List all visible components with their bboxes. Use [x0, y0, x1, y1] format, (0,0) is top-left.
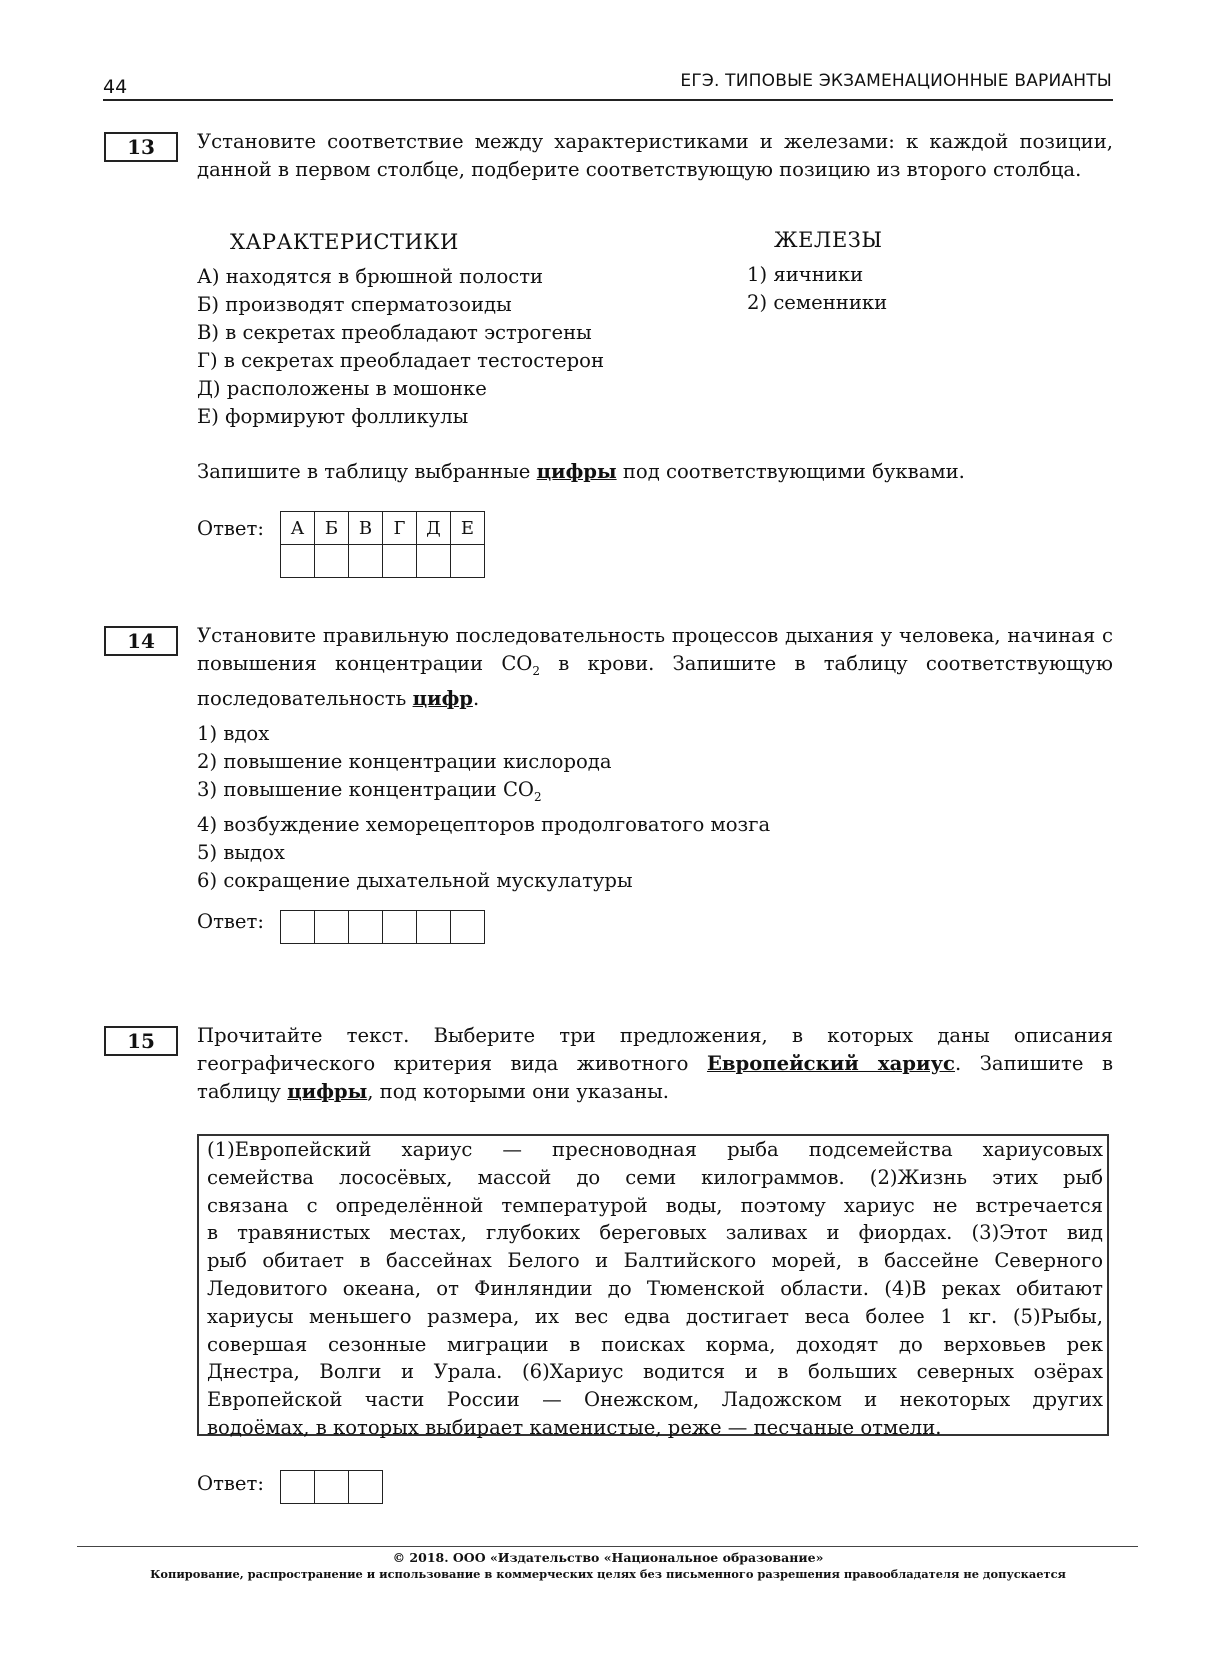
question-number-15: 15 — [104, 1026, 178, 1056]
answer-cell[interactable] — [349, 545, 383, 578]
answer-cell[interactable] — [349, 1471, 383, 1504]
passage-line: в травянистых местах, глубоких береговых заливах и фиордах. (3)Этот вид — [207, 1221, 1103, 1245]
passage-line: рыб обитает в бассейнах Белого и Балтийского морей, в бассейне Северного — [207, 1249, 1103, 1273]
list-item: 1) яичники — [747, 263, 864, 286]
list-item: Б) производят сперматозоиды — [197, 293, 512, 316]
list-item: 6) сокращение дыхательной мускулатуры — [197, 868, 633, 892]
page-number: 44 — [103, 76, 128, 98]
passage-line: хариусы меньшего размера, их вес едва достигает веса более 1 кг. (5)Рыбы, — [207, 1304, 1103, 1328]
q14-process-list — [197, 720, 770, 895]
passage-text — [207, 1136, 1103, 1442]
running-header: ЕГЭ. ТИПОВЫЕ ЭКЗАМЕНАЦИОННЫЕ ВАРИАНТЫ — [680, 71, 1112, 91]
q15-answer-label: Ответ: — [197, 1472, 264, 1495]
q13-characteristics-header: ХАРАКТЕРИСТИКИ — [230, 230, 459, 254]
passage-line: семейства лососёвых, массой до семи килограммов. (2)Жизнь этих рыб — [207, 1165, 1103, 1189]
list-item: 2) семенники — [747, 291, 888, 314]
answer-letter: Е — [451, 512, 485, 545]
answer-letter: Д — [417, 512, 451, 545]
answer-cell[interactable] — [281, 545, 315, 578]
q13-answer-table — [280, 511, 485, 578]
list-item: В) в секретах преобладают эстрогены — [197, 321, 592, 344]
answer-cell[interactable] — [417, 545, 451, 578]
answer-cell[interactable] — [383, 911, 417, 944]
list-item: Е) формируют фолликулы — [197, 405, 469, 428]
footer-divider — [77, 1546, 1138, 1547]
question-number-13: 13 — [104, 132, 178, 162]
header-divider — [103, 99, 1113, 101]
list-item: 1) вдох — [197, 722, 270, 745]
list-item: А) находятся в брюшной полости — [197, 265, 544, 288]
answer-letter: Б — [315, 512, 349, 545]
list-item: 4) возбуждение хеморецепторов продолговатого мозга — [197, 812, 771, 836]
q14-answer-label: Ответ: — [197, 910, 264, 933]
answer-cell[interactable] — [315, 545, 349, 578]
passage-line: совершая сезонные миграции в поисках корма, доходят до верховьев рек — [207, 1332, 1103, 1356]
answer-letter: Г — [383, 512, 417, 545]
list-item: 3) повышение концентрации $CO_2$ — [197, 778, 542, 804]
q15-prompt: Прочитайте текст. Выберите три предложения, в которых даны описания географического критерия вида животного Европейский хариус. Запишите в таблицу цифры, под которыми они указаны. — [197, 1024, 1113, 1103]
footer-copyright: © 2018. ООО «Издательство «Национальное образование» — [392, 1550, 824, 1565]
list-item: Г) в секретах преобладает тестостерон — [197, 349, 605, 372]
q13-answer-label: Ответ: — [197, 517, 264, 540]
q13-instruction: Запишите в таблицу выбранные цифры под соответствующими буквами. — [197, 460, 965, 483]
list-item: 5) выдох — [197, 840, 285, 864]
answer-cell[interactable] — [281, 1471, 315, 1504]
answer-cell[interactable] — [383, 545, 417, 578]
q13-glands-header: ЖЕЛЕЗЫ — [774, 228, 883, 252]
passage-line: водоёмах, в которых выбирает каменистые, реже — песчаные отмели. — [207, 1415, 942, 1439]
question-number-14: 14 — [104, 626, 178, 656]
footer-notice: Копирование, распространение и использование в коммерческих целях без письменного разрешения правообладателя не допускается — [150, 1567, 1066, 1581]
q13-prompt: Установите соответствие между характеристиками и железами: к каждой позиции, данной в первом столбце, подберите соответствующую позицию из второго столбца. — [197, 130, 1113, 181]
q13-characteristics-list — [197, 263, 604, 431]
answer-cell[interactable] — [451, 911, 485, 944]
answer-cell[interactable] — [451, 545, 485, 578]
answer-letter: В — [349, 512, 383, 545]
passage-line: Днестра, Волги и Урала. (6)Хариус водится и в больших северных озёрах — [207, 1360, 1103, 1384]
q14-answer-table — [280, 910, 485, 944]
q15-answer-table — [280, 1470, 383, 1504]
passage-line: (1)Европейский хариус — пресноводная рыба подсемейства хариусовых — [207, 1138, 1103, 1161]
answer-cell[interactable] — [417, 911, 451, 944]
list-item: 2) повышение концентрации кислорода — [197, 750, 612, 773]
passage-line: связана с определённой температурой воды, поэтому хариус не встречается — [207, 1193, 1103, 1217]
answer-cell[interactable] — [315, 911, 349, 944]
q14-prompt: Установите правильную последовательность процессов дыхания у человека, начиная с повышения концентрации $CO_2$ в крови. Запишите в таблицу соответствующую последовательность цифр. — [197, 624, 1113, 710]
answer-cell[interactable] — [315, 1471, 349, 1504]
q13-glands-list — [747, 261, 887, 317]
answer-letter: А — [281, 512, 315, 545]
passage-line: Ледовитого океана, от Финляндии до Тюменской области. (4)В реках обитают — [207, 1276, 1103, 1300]
answer-cell[interactable] — [281, 911, 315, 944]
list-item: Д) расположены в мошонке — [197, 377, 487, 400]
answer-cell[interactable] — [349, 911, 383, 944]
passage-line: Европейской части России — Онежском, Ладожском и некоторых других — [207, 1388, 1103, 1412]
